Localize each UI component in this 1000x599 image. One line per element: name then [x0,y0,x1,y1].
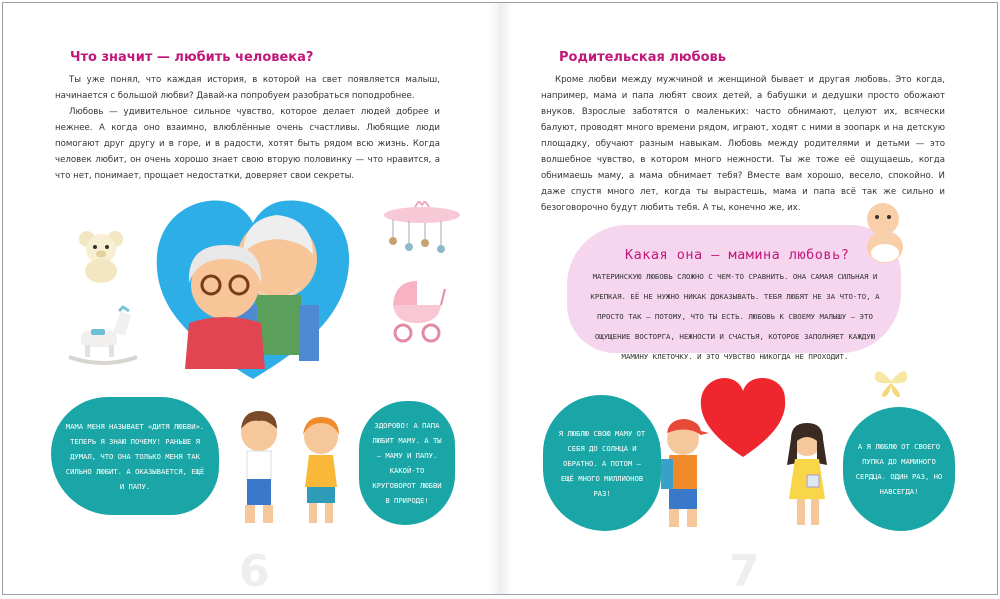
mothers-love-box-text: МАТЕРИНСКУЮ ЛЮБОВЬ СЛОЖНО С ЧЕМ-ТО СРАВНИТЬ. ОНА САМАЯ СИЛЬНАЯ И КРЕПКАЯ. ЕЁ НЕ НУЖНО НИКАК ДОКАЗЫВАТЬ. ТЕБЯ ЛЮБЯТ НЕ ЗА ЧТО-ТО, А ПРОСТО ТАК — ПОТОМУ, ЧТО ТЫ ЕСТЬ. ЛЮБОВЬ К СВОЕМУ МАЛЫШУ — ЭТО ОЩУЩЕНИЕ ВОСТОРГА, НЕЖНОСТИ И СЧАСТЬЯ, КОТОРОЕ ЗАПОЛНЯЕТ КАЖДУЮ МАМИНУ КЛЕТОЧКУ. И ЭТО ЧУВСТВО НИКОГДА НЕ ПРОХОДИТ. [590,272,880,361]
butterfly-icon [871,365,911,399]
children-with-heart-illustration [657,415,837,535]
speech-bubble-boy [51,397,219,515]
right-page-body [541,72,945,216]
mothers-love-box-title: Какая она — мамина любовь? [625,247,850,263]
right-page-number: 7 [729,546,760,595]
speech-bubble-girl-right [843,407,955,531]
grandparents-heart-illustration [153,193,353,381]
left-page [3,3,501,594]
speech-bubble-girl-right-text: А Я ЛЮБЛЮ ОТ СВОЕГО ПУПКА ДО МАМИНОГО СЕРДЦА. ОДИН РАЗ, НО НАВСЕГДА! [855,442,943,496]
baby-icon [857,199,915,267]
pram-icon [387,275,447,345]
boy-and-girl-illustration [221,407,361,533]
right-page [501,3,998,594]
left-paragraph-2: Любовь — удивительное сильное чувство, которое делает людей добрее и нежнее. А когда оно взаимно, влюблённые очень счастливы. Любящие люди помогают друг другу и в горе, и в радости, хотят быть рядом всю жизнь. Когда человек любит, он очень хорошо знает свою вторую половинку — что нравится, а что нет, понимает, прощает недостатки, доверяет свои секреты. [55,107,440,181]
left-page-title: Что значит — любить человека? [70,50,314,65]
speech-bubble-boy-right-text: Я ЛЮБЛЮ СВОЮ МАМУ ОТ СЕБЯ ДО СОЛНЦА И ОБРАТНО. А ПОТОМ — ЕЩЁ МНОГО МИЛЛИОНОВ РАЗ! [558,428,646,498]
right-page-title: Родительская любовь [559,50,726,65]
speech-bubble-boy-right [543,395,661,531]
right-paragraph-1: Кроме любви между мужчиной и женщиной бывает и другая любовь. Это когда, например, мама и папа любят своих детей, а бабушки и дедушки просто обожают внуков. Взрослые заботятся о маленьких: часто обнимают, целуют их, всячески балуют, проводят много времени рядом, играют, ходят с ними в зоопарк и на детскую площадку, обучают разным навыкам. Любовь между родителями и детьми — это волшебное чувство, в котором много нежности. Ты же тоже её ощущаешь, когда обнимаешь маму, а мама обнимает тебя? Вместе вам хорошо, весело, спокойно. И даже спустя много лет, когда ты вырастешь, мама и папа всё так же сильно и безоговорочно будут любить тебя. А ты, конечно же, их. [541,75,945,213]
speech-bubble-girl [359,401,455,525]
teddy-bear-icon [73,229,131,285]
speech-bubble-boy-text: МАМА МЕНЯ НАЗЫВАЕТ «ДИТЯ ЛЮБВИ». ТЕПЕРЬ Я ЗНАЮ ПОЧЕМУ! РАНЬШЕ Я ДУМАЛ, ЧТО ОНА ТОЛЬКО МЕНЯ ТАК СИЛЬНО ЛЮБИТ. А ОКАЗЫВАЕТСЯ, ЕЩЁ И ПАПУ. [65,421,205,491]
left-page-number: 6 [239,546,270,595]
book-spread [2,2,998,595]
rocking-horse-icon [63,303,143,367]
left-paragraph-1: Ты уже понял, что каждая история, в которой на свет появляется малыш, начинается с большой любви? Давай-ка попробуем разобраться поподробнее. [55,75,440,101]
baby-mobile-icon [379,201,465,259]
speech-bubble-girl-text: ЗДОРОВО! А ПАПА ЛЮБИТ МАМУ. А ТЫ — МАМУ И ПАПУ. КАКОЙ-ТО КРУГОВОРОТ ЛЮБВИ В ПРИРОДЕ! [372,421,442,505]
left-page-body [55,72,440,184]
